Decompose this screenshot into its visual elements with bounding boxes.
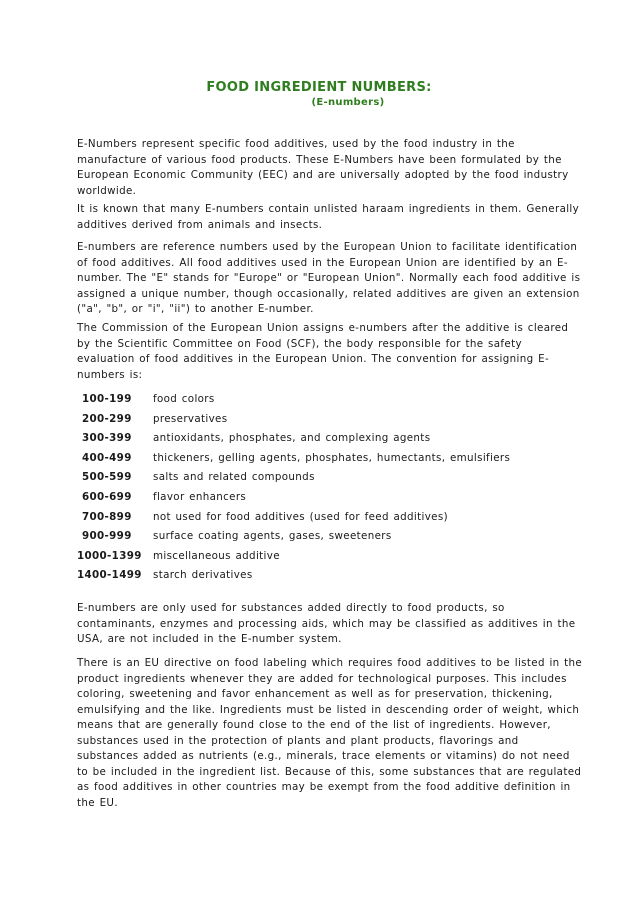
enumber-range-code: 600-699 (82, 490, 132, 503)
paragraph-line: ("a", "b", or "i", "ii") to another E-number. (77, 303, 314, 315)
paragraph-line: E-numbers are only used for substances added directly to food products, so (77, 602, 505, 614)
enumber-range-description: not used for food additives (used for feed additives) (153, 510, 448, 523)
paragraph-line: E-Numbers represent specific food additives, used by the food industry in the (77, 138, 515, 150)
enumber-range-code: 100-199 (82, 393, 132, 405)
paragraph-line: European Economic Community (EEC) and are universally adopted by the food industry (77, 169, 569, 181)
enumber-range-row (77, 489, 557, 509)
enumber-range-row (77, 391, 557, 411)
enumber-range-description: surface coating agents, gases, sweeteners (153, 530, 392, 543)
paragraph-eu-directive (77, 656, 583, 811)
enumber-range-row (77, 567, 557, 587)
paragraph-line: substances added as nutrients (e.g., minerals, trace elements or vitamins) do not need (77, 750, 570, 762)
paragraph-substances-scope (77, 601, 576, 648)
paragraph-line: the EU. (77, 796, 118, 809)
enumber-range-row (77, 411, 557, 431)
paragraph-line: It is known that many E-numbers contain unlisted haraam ingredients in them. Generally (77, 203, 580, 215)
paragraph-line: USA, are not included in the E-number system. (77, 633, 342, 645)
page-title: FOOD INGREDIENT NUMBERS: (206, 80, 432, 95)
paragraph-reference-numbers (77, 240, 581, 318)
enumber-range-code: 300-399 (82, 432, 132, 445)
enumber-range-description: starch derivatives (153, 569, 253, 582)
paragraph-line: contaminants, enzymes and processing aids, which may be classified as additives in the (77, 617, 576, 630)
enumber-range-description: antioxidants, phosphates, and complexing agents (153, 432, 431, 445)
paragraph-line: coloring, sweetening and favor enhancement as well as for preservation, thickening, (77, 688, 553, 700)
enumber-range-description: salts and related compounds (153, 471, 315, 484)
paragraph-intro (77, 137, 567, 199)
enumber-range-code: 400-499 (82, 451, 132, 464)
paragraph-line: There is an EU directive on food labeling which requires food additives to be listed in the (77, 657, 583, 669)
page-subtitle: (E-numbers) (311, 97, 385, 108)
paragraph-line: number. The "E" stands for "Europe" or "European Union". Normally each food additive is (77, 272, 581, 284)
enumber-range-code: 1000-1399 (77, 549, 142, 562)
paragraph-line: additives derived from animals and insects. (77, 218, 323, 231)
enumber-range-row (77, 509, 557, 529)
paragraph-line: The Commission of the European Union assigns e-numbers after the additive is cleared (77, 322, 569, 334)
enumber-range-code: 700-899 (82, 510, 132, 523)
enumber-range-code: 1400-1499 (77, 569, 142, 582)
paragraph-line: emulsifying and the like. Ingredients must be listed in descending order of weight, which (77, 703, 580, 716)
enumber-range-description: flavor enhancers (153, 490, 247, 503)
enumber-range-row (77, 469, 557, 489)
paragraph-line: of food additives. All food additives used in the European Union are identified by an E- (77, 256, 568, 269)
paragraph-line: as food additives in other countries may be exempt from the food additive definition in (77, 781, 571, 793)
paragraph-commission (77, 321, 567, 383)
enumber-range-description: thickeners, gelling agents, phosphates, humectants, emulsifiers (153, 451, 511, 464)
enumber-range-row (77, 430, 557, 450)
enumber-ranges-table (77, 391, 557, 587)
enumber-range-code: 500-599 (82, 471, 132, 484)
paragraph-haraam (77, 202, 580, 233)
paragraph-line: substances used in the protection of plants and plant products, flavorings and (77, 734, 519, 747)
paragraph-line: numbers is: (77, 368, 143, 381)
paragraph-line: manufacture of various food products. These E-Numbers have been formulated by the (77, 153, 562, 166)
paragraph-line: evaluation of food additives in the European Union. The convention for assigning E- (77, 353, 550, 365)
paragraph-line: E-numbers are reference numbers used by the European Union to facilitate identification (77, 241, 578, 253)
enumber-range-description: preservatives (153, 412, 228, 425)
paragraph-line: assigned a unique number, though occasionally, related additives are given an extension (77, 287, 580, 300)
paragraph-line: by the Scientific Committee on Food (SCF), the body responsible for the safety (77, 337, 522, 350)
enumber-range-code: 200-299 (82, 412, 132, 425)
paragraph-line: to be included in the ingredient list. Because of this, some substances that are regulated (77, 765, 582, 778)
enumber-range-description: food colors (153, 393, 215, 405)
enumber-range-row (77, 528, 557, 548)
paragraph-line: product ingredients whenever they are added for technological purposes. This includes (77, 672, 567, 685)
enumber-range-row (77, 548, 557, 568)
enumber-range-code: 900-999 (82, 530, 132, 543)
paragraph-line: worldwide. (77, 184, 137, 197)
enumber-range-row (77, 450, 557, 470)
enumber-range-description: miscellaneous additive (153, 549, 280, 562)
paragraph-line: means that are generally found close to the end of the list of ingredients. However, (77, 719, 551, 731)
